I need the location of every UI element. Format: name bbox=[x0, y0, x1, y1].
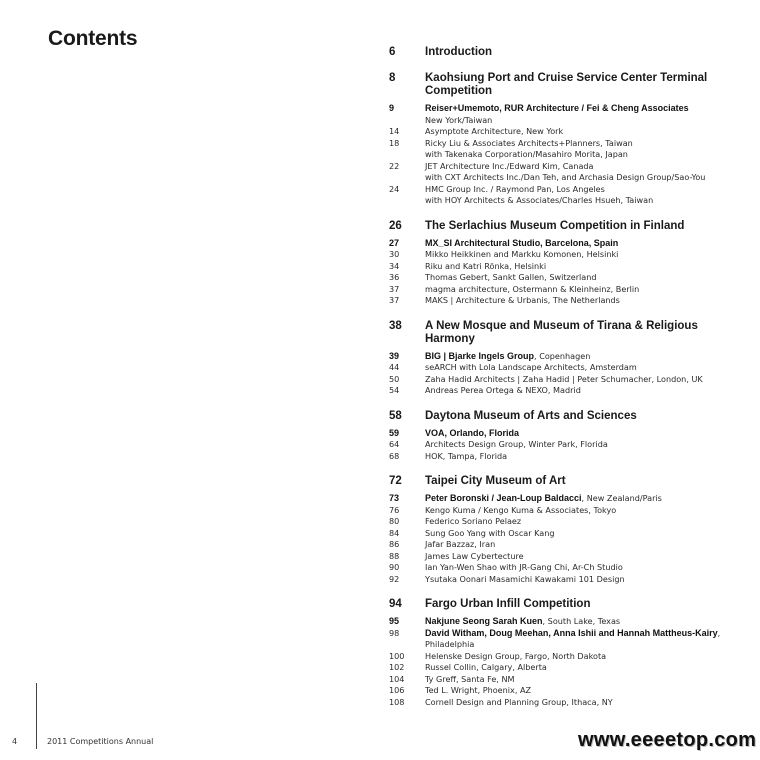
list-item[interactable] bbox=[389, 261, 759, 273]
entry-page-number: 36 bbox=[389, 272, 400, 282]
list-item[interactable] bbox=[389, 451, 759, 463]
entry-page-number: 88 bbox=[389, 550, 400, 561]
entry-author: seARCH with Lola Landscape Architects, Amsterdam bbox=[425, 362, 637, 372]
entry-author: Andreas Perea Ortega & NEXO, Madrid bbox=[425, 385, 581, 395]
entry-list bbox=[389, 351, 759, 397]
list-item[interactable] bbox=[389, 126, 759, 138]
section-title: Fargo Urban Infill Competition bbox=[425, 598, 591, 610]
entry-text bbox=[425, 616, 759, 628]
entry-page-number: 108 bbox=[389, 696, 405, 707]
entry-text bbox=[425, 451, 759, 463]
list-item[interactable] bbox=[389, 161, 759, 184]
entry-text bbox=[425, 628, 729, 651]
entry-text bbox=[425, 685, 759, 697]
section-heading[interactable] bbox=[389, 72, 759, 98]
entry-page-number: 44 bbox=[389, 362, 400, 372]
entry-page-number: 18 bbox=[389, 137, 400, 148]
entry-author: Ian Yan-Wen Shao with JR-Gang Chi, Ar-Ch Studio bbox=[425, 562, 623, 572]
list-item[interactable] bbox=[389, 662, 759, 674]
entry-page-number: 102 bbox=[389, 662, 405, 672]
section-page-number: 26 bbox=[389, 219, 402, 232]
entry-author: Jafar Bazzaz, Iran bbox=[425, 539, 496, 549]
entry-text bbox=[425, 516, 759, 528]
entry-page-number: 9 bbox=[389, 103, 395, 113]
section-title: Introduction bbox=[425, 46, 493, 58]
section-page-number: 58 bbox=[389, 409, 402, 422]
entry-author: Ty Greff, Santa Fe, NM bbox=[425, 673, 515, 684]
list-item[interactable] bbox=[389, 493, 759, 505]
footer-page-number: 4 bbox=[12, 737, 18, 746]
list-item[interactable] bbox=[389, 138, 759, 161]
toc-section bbox=[389, 320, 759, 397]
entry-author: Ted L. Wright, Phoenix, AZ bbox=[425, 685, 532, 695]
entry-text bbox=[425, 697, 759, 709]
list-item[interactable] bbox=[389, 574, 759, 586]
entry-text bbox=[425, 161, 759, 184]
list-item[interactable] bbox=[389, 103, 759, 126]
entry-author: Helenske Design Group, Fargo, North Dakota bbox=[425, 650, 607, 661]
entry-page-number: 68 bbox=[389, 450, 400, 461]
section-heading[interactable] bbox=[389, 475, 759, 488]
toc-section bbox=[389, 598, 759, 708]
entry-winner: Nakjune Seong Sarah Kuen bbox=[425, 616, 543, 626]
entry-author: Sung Goo Yang with Oscar Kang bbox=[425, 527, 555, 538]
section-page-number: 6 bbox=[389, 46, 396, 58]
entry-author: HMC Group Inc. / Raymond Pan, Los Angeles bbox=[425, 183, 605, 194]
toc-section bbox=[389, 410, 759, 463]
entry-text bbox=[425, 374, 759, 386]
entry-page-number: 84 bbox=[389, 527, 400, 538]
entry-text bbox=[425, 238, 759, 250]
entry-author: Architects Design Group, Winter Park, Florida bbox=[425, 439, 608, 449]
entry-page-number: 59 bbox=[389, 427, 400, 438]
entry-text bbox=[425, 439, 759, 451]
list-item[interactable] bbox=[389, 562, 759, 574]
entry-author: Riku and Katri Rönka, Helsinki bbox=[425, 260, 547, 271]
toc-section bbox=[389, 46, 759, 59]
list-item[interactable] bbox=[389, 351, 759, 363]
entry-page-number: 39 bbox=[389, 350, 400, 361]
entry-page-number: 86 bbox=[389, 539, 400, 549]
list-item[interactable] bbox=[389, 374, 759, 386]
entry-author: Thomas Gebert, Sankt Gallen, Switzerland bbox=[425, 272, 597, 282]
footer-publication-title: 2011 Competitions Annual bbox=[47, 737, 154, 746]
entry-page-number: 30 bbox=[389, 249, 400, 259]
entry-text bbox=[425, 126, 759, 138]
entry-text bbox=[425, 651, 759, 663]
entry-text bbox=[425, 184, 759, 207]
entry-text bbox=[425, 249, 759, 261]
entry-page-number: 54 bbox=[389, 385, 400, 395]
entry-winner: BIG | Bjarke Ingels Group bbox=[425, 350, 535, 361]
entry-author: JET Architecture Inc./Edward Kim, Canada bbox=[425, 160, 594, 171]
list-item[interactable] bbox=[389, 184, 759, 207]
section-page-number: 72 bbox=[389, 475, 402, 487]
entry-list bbox=[389, 616, 759, 708]
list-item[interactable] bbox=[389, 295, 759, 307]
entry-author: Mikko Heikkinen and Markku Komonen, Helsinki bbox=[425, 249, 619, 259]
list-item[interactable] bbox=[389, 284, 759, 296]
list-item[interactable] bbox=[389, 674, 759, 686]
list-item[interactable] bbox=[389, 685, 759, 697]
entry-page-number: 95 bbox=[389, 616, 400, 626]
entry-text bbox=[425, 385, 759, 397]
entry-author: , South Lake, Texas bbox=[542, 616, 621, 626]
entry-winner: Reiser+Umemoto, RUR Architecture / Fei & Cheng Associates bbox=[425, 103, 689, 113]
entry-author: James Law Cybertecture bbox=[425, 550, 524, 561]
section-title: The Serlachius Museum Competition in Finland bbox=[425, 219, 685, 232]
toc-section bbox=[389, 72, 759, 207]
entry-text bbox=[425, 138, 759, 161]
entry-author: HOK, Tampa, Florida bbox=[425, 450, 508, 461]
entry-page-number: 104 bbox=[389, 673, 405, 684]
entry-author: Asymptote Architecture, New York bbox=[425, 126, 564, 136]
entry-continuation: with HOY Architects & Associates/Charles Hsueh, Taiwan bbox=[425, 195, 654, 205]
table-of-contents bbox=[389, 46, 759, 721]
entry-page-number: 27 bbox=[389, 237, 400, 248]
section-page-number: 94 bbox=[389, 598, 402, 610]
entry-text bbox=[425, 562, 759, 574]
entry-page-number: 22 bbox=[389, 160, 400, 171]
list-item[interactable] bbox=[389, 249, 759, 261]
entry-page-number: 37 bbox=[389, 295, 400, 305]
list-item[interactable] bbox=[389, 551, 759, 563]
section-heading[interactable] bbox=[389, 410, 759, 423]
entry-author: , Copenhagen bbox=[534, 350, 591, 361]
page-title: Contents bbox=[48, 27, 138, 50]
entry-author: Russel Collin, Calgary, Alberta bbox=[425, 662, 547, 672]
entry-list bbox=[389, 103, 759, 207]
section-page-number: 38 bbox=[389, 319, 402, 332]
section-title: Daytona Museum of Arts and Sciences bbox=[425, 409, 637, 422]
entry-page-number: 80 bbox=[389, 516, 400, 526]
entry-page-number: 76 bbox=[389, 504, 400, 515]
list-item[interactable] bbox=[389, 616, 759, 628]
list-item[interactable] bbox=[389, 272, 759, 284]
entry-author: Zaha Hadid Architects | Zaha Hadid | Peter Schumacher, London, UK bbox=[425, 373, 703, 384]
entry-page-number: 64 bbox=[389, 439, 400, 449]
list-item[interactable] bbox=[389, 362, 759, 374]
section-page-number: 8 bbox=[389, 72, 396, 84]
entry-text bbox=[425, 539, 759, 551]
entry-continuation: with Takenaka Corporation/Masahiro Morita, Japan bbox=[425, 149, 628, 159]
entry-page-number: 106 bbox=[389, 685, 405, 695]
toc-section bbox=[389, 220, 759, 307]
entry-text bbox=[425, 551, 759, 563]
entry-list bbox=[389, 238, 759, 307]
entry-author: , Philadelphia bbox=[425, 627, 721, 649]
section-heading[interactable] bbox=[389, 46, 759, 59]
list-item[interactable] bbox=[389, 697, 759, 709]
entry-page-number: 50 bbox=[389, 373, 400, 384]
entry-text bbox=[425, 261, 759, 273]
entry-author: magma architecture, Ostermann & Kleinheinz, Berlin bbox=[425, 283, 640, 294]
section-title: A New Mosque and Museum of Tirana & Religious Harmony bbox=[425, 319, 698, 345]
entry-text bbox=[425, 351, 759, 363]
section-title: Taipei City Museum of Art bbox=[425, 475, 566, 487]
toc-section bbox=[389, 475, 759, 585]
entry-page-number: 14 bbox=[389, 126, 400, 136]
entry-author: MAKS | Architecture & Urbanis, The Netherlands bbox=[425, 295, 620, 305]
watermark: www.eeeetop.com bbox=[578, 729, 757, 751]
entry-winner: VOA, Orlando, Florida bbox=[425, 427, 520, 438]
entry-page-number: 98 bbox=[389, 627, 400, 638]
entry-text bbox=[425, 662, 759, 674]
entry-text bbox=[425, 103, 759, 126]
entry-continuation: with CXT Architects Inc./Dan Teh, and Archasia Design Group/Sao-You bbox=[425, 172, 706, 182]
entry-author: Ricky Liu & Associates Architects+Planners, Taiwan bbox=[425, 137, 633, 148]
entry-winner: David Witham, Doug Meehan, Anna Ishii and Hannah Mattheus-Kairy bbox=[425, 627, 718, 638]
entry-page-number: 100 bbox=[389, 650, 405, 661]
entry-author: Kengo Kuma / Kengo Kuma & Associates, Tokyo bbox=[425, 504, 617, 515]
section-heading[interactable] bbox=[389, 220, 759, 233]
list-item[interactable] bbox=[389, 628, 759, 651]
section-title: Kaohsiung Port and Cruise Service Center Terminal Competition bbox=[425, 72, 708, 97]
entry-author: Ysutaka Oonari Masamichi Kawakami 101 Design bbox=[425, 573, 625, 584]
list-item[interactable] bbox=[389, 238, 759, 250]
footer-divider bbox=[36, 683, 37, 749]
entry-list bbox=[389, 493, 759, 585]
entry-winner: MX_SI Architectural Studio, Barcelona, Spain bbox=[425, 237, 619, 248]
entry-continuation: New York/Taiwan bbox=[425, 114, 493, 125]
entry-page-number: 24 bbox=[389, 183, 400, 194]
entry-text bbox=[425, 674, 759, 686]
entry-text bbox=[425, 272, 759, 284]
entry-page-number: 73 bbox=[389, 493, 400, 503]
list-item[interactable] bbox=[389, 439, 759, 451]
list-item[interactable] bbox=[389, 385, 759, 397]
entry-text bbox=[425, 528, 759, 540]
entry-text bbox=[425, 362, 759, 374]
entry-list bbox=[389, 428, 759, 463]
list-item[interactable] bbox=[389, 516, 759, 528]
entry-text bbox=[425, 505, 759, 517]
entry-page-number: 37 bbox=[389, 283, 400, 294]
list-item[interactable] bbox=[389, 428, 759, 440]
list-item[interactable] bbox=[389, 505, 759, 517]
entry-page-number: 34 bbox=[389, 260, 400, 271]
entry-text bbox=[425, 493, 759, 505]
list-item[interactable] bbox=[389, 539, 759, 551]
section-heading[interactable] bbox=[389, 320, 759, 346]
list-item[interactable] bbox=[389, 651, 759, 663]
entry-page-number: 92 bbox=[389, 573, 400, 584]
entry-page-number: 90 bbox=[389, 562, 400, 572]
entry-winner: Peter Boronski / Jean-Loup Baldacci bbox=[425, 493, 582, 503]
entry-author: Cornell Design and Planning Group, Ithaca, NY bbox=[425, 696, 613, 707]
entry-text bbox=[425, 574, 759, 586]
entry-text bbox=[425, 284, 759, 296]
entry-author: , New Zealand/Paris bbox=[581, 493, 662, 503]
entry-text bbox=[425, 428, 759, 440]
entry-text bbox=[425, 295, 759, 307]
section-heading[interactable] bbox=[389, 598, 759, 611]
list-item[interactable] bbox=[389, 528, 759, 540]
entry-author: Federico Soriano Pelaez bbox=[425, 516, 522, 526]
